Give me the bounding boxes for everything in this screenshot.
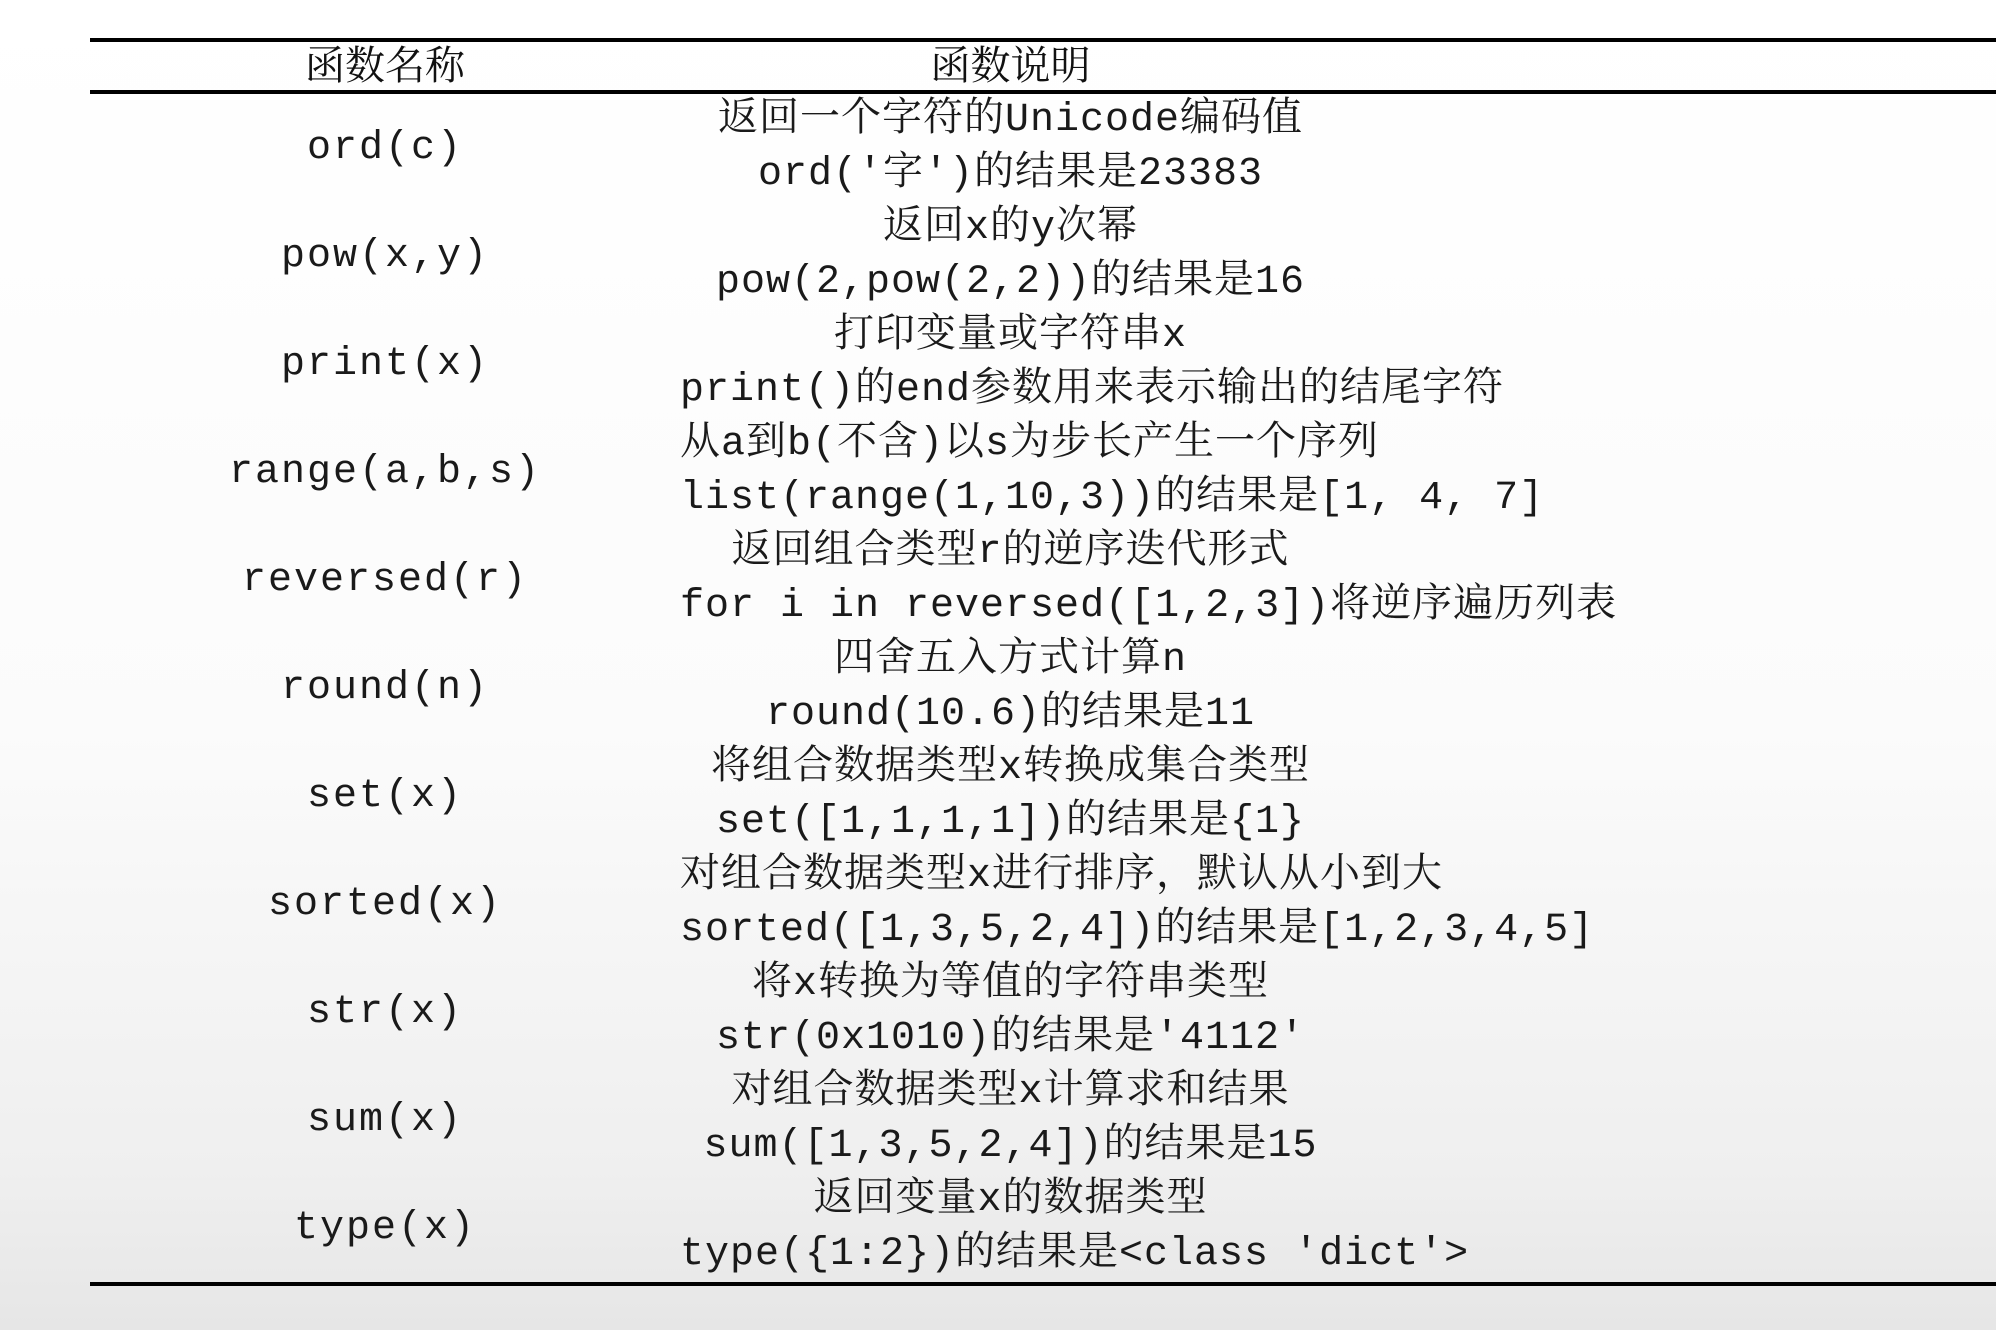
function-example-text: round(10.6)的结果是11 [765,692,1256,737]
table-row [90,92,1996,202]
function-description-text: 从a到b(不含)以s为步长产生一个序列 [680,422,1380,467]
function-name-cell: reversed(r) [241,557,529,603]
function-description-text: 对组合数据类型x计算求和结果 [731,1070,1290,1115]
table-header [90,40,1996,92]
function-description-cell [680,418,1996,526]
function-description-cell [680,526,1996,634]
header-function-name: 函数名称 [90,40,680,92]
table-row [90,1174,1996,1284]
function-description-text: 返回一个字符的Unicode编码值 [717,98,1304,143]
function-description-cell [680,310,1996,418]
function-name-cell: range(a,b,s) [228,449,542,495]
function-name-cell: type(x) [90,1174,680,1284]
function-description-cell [680,1066,1996,1174]
function-name-cell: sorted(x) [267,881,503,927]
function-example-text: print()的end参数用来表示输出的结尾字符 [680,368,1505,413]
function-example-text: sorted([1,3,5,2,4])的结果是[1,2,3,4,5] [680,908,1595,953]
table-row [90,958,1996,1066]
function-description-text: 四舍五入方式计算n [833,638,1187,683]
table-body [90,92,1996,1284]
function-name-cell: ord(c) [306,125,464,171]
function-example-text: pow(2,pow(2,2))的结果是16 [715,260,1306,305]
function-description-text: 将x转换为等值的字符串类型 [751,962,1269,1007]
function-table-container [90,38,1996,1286]
function-name-cell: round(n) [280,665,490,711]
table-row [90,418,1996,526]
function-description-cell [680,958,1996,1066]
table-row [90,310,1996,418]
function-description-text: 返回变量x的数据类型 [813,1178,1208,1223]
function-name-cell: set(x) [306,773,464,819]
function-name-cell: str(x) [306,989,464,1035]
function-description-cell [680,202,1996,310]
function-description-text: 返回x的y次幂 [882,206,1138,251]
function-name-cell: pow(x,y) [280,233,490,279]
function-example-text: ord('字')的结果是23383 [757,152,1264,197]
table-row [90,202,1996,310]
table-row [90,850,1996,958]
table-row [90,742,1996,850]
function-description-cell [680,850,1996,958]
table-row [90,1066,1996,1174]
function-example-text: for i in reversed([1,2,3])将逆序遍历列表 [680,584,1618,629]
function-table [90,38,1996,1286]
function-description-text: 对组合数据类型x进行排序，默认从小到大 [680,854,1444,899]
function-name-cell: print(x) [280,341,490,387]
function-example-text: list(range(1,10,3))的结果是[1, 4, 7] [680,476,1545,521]
function-example-text: str(0x1010)的结果是'4112' [715,1016,1306,1061]
header-row [90,40,1996,92]
function-description-cell [680,1174,1996,1284]
function-example-text: set([1,1,1,1])的结果是{1} [715,800,1306,845]
table-row [90,526,1996,634]
function-example-text: sum([1,3,5,2,4])的结果是15 [703,1124,1318,1169]
function-description-text: 将组合数据类型x转换成集合类型 [710,746,1310,791]
function-description-cell [680,742,1996,850]
table-row [90,634,1996,742]
header-function-description: 函数说明 [680,40,1996,92]
function-example-text: type({1:2})的结果是<class 'dict'> [680,1232,1470,1277]
function-description-cell [680,634,1996,742]
function-description-text: 打印变量或字符串x [833,314,1187,359]
function-description-cell [680,92,1996,202]
function-description-text: 返回组合类型r的逆序迭代形式 [731,530,1290,575]
function-name-cell: sum(x) [306,1097,464,1143]
